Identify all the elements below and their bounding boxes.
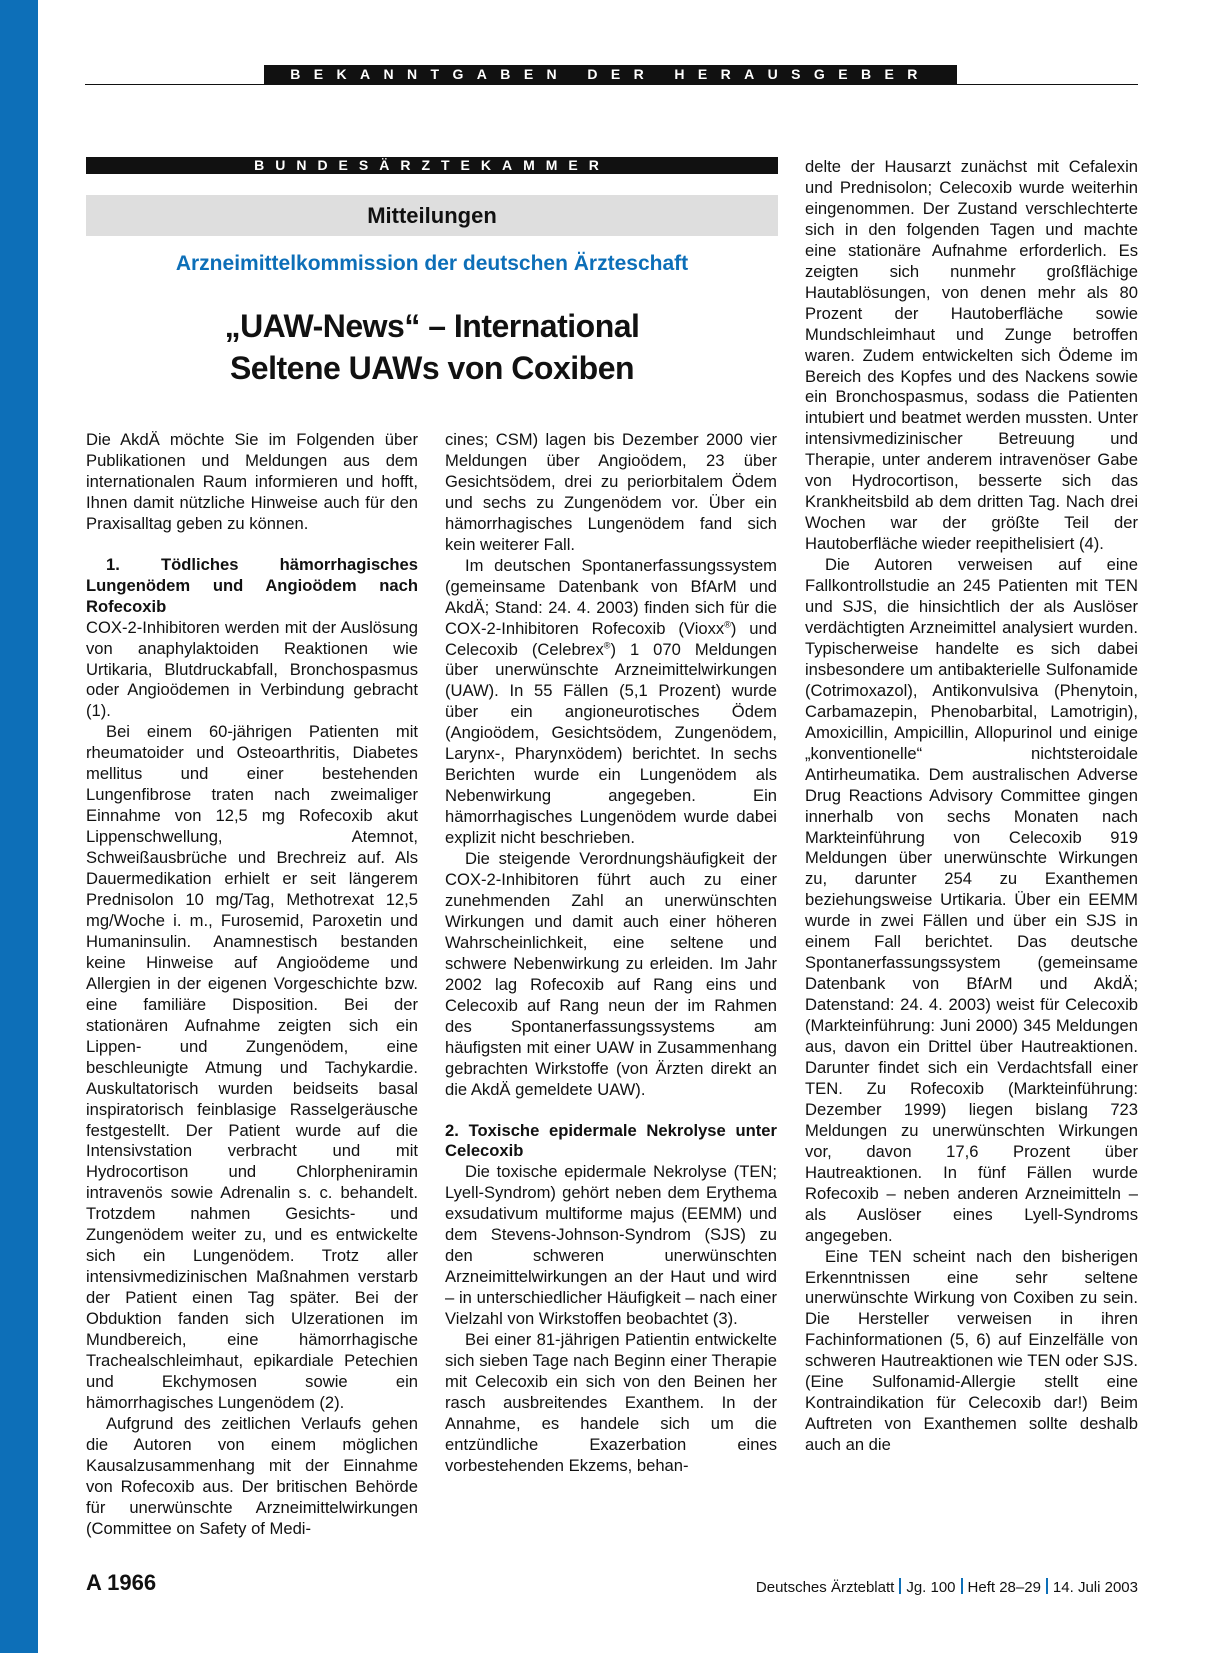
footer-separator: [1046, 1578, 1048, 1594]
volume: Jg. 100: [906, 1579, 956, 1596]
intro-paragraph: Die AkdÄ möchte Sie im Folgenden über Publikationen und Meldungen aus dem internationalen Raum informieren und hofft, Ihnen damit nützliche Hinweise auch für den Praxisalltag geben zu können.: [86, 430, 418, 533]
paragraph: Aufgrund des zeitlichen Verlaufs gehen die Autoren von einem möglichen Kausalzusammenhang mit der Einnahme von Rofecoxib aus. Der britischen Behörde für unerwünschte Arzneimittelwirkungen (Committee on Safety of Medi-: [86, 1413, 418, 1538]
text-run: ) und Celecoxib (Celebrex: [445, 618, 777, 659]
paragraph: Die Autoren verweisen auf eine Fallkontrollstudie an 245 Patienten mit TEN und SJS, die hinsichtlich der als Auslöser verdächtigten Arzneimittel analysiert wurden. Typischerweise handelte es sich dabei insbesondere um antibakterielle Sulfonamide (Cotrimoxazol), Antikonvulsiva (Phenytoin, Carbamazepin, Phenobarbital, Lamotrigin), Amoxicillin, Ampicillin, Allopurinol und einige „konventionelle“ nichtsteroidale Antirheumatika. Dem australischen Adverse Drug Reactions Advisory Committee gingen innerhalb von sechs Monaten nach Markteinführung von Celecoxib 919 Meldungen über unerwünschte Wirkungen zu, darunter 254 zu Exanthemen beziehungsweise Urtikaria. Über ein EEMM wurde in zwei Fällen und über ein SJS in einem Fall berichtet. Das deutsche Spontanerfassungssystem (gemeinsame Datenbank von BfArM und AkdÄ; Datenstand: 24. 4. 2003) weist für Celecoxib (Markteinführung: Juni 2000) 345 Meldungen aus, davon ein Drittel über Hautreaktionen. Darunter findet sich ein Verdachtsfall einer TEN. Zu Rofecoxib (Markteinführung: Dezember 1999) liegen bislang 723 Meldungen zu unerwünschten Wirkungen vor, davon 17,6 Prozent über Hautreaktionen. In fünf Fällen wurde Rofecoxib – neben anderen Arzneimitteln – als Auslöser eines Lyell-Syndroms angegeben.: [805, 555, 1138, 1245]
section-label: Mitteilungen: [86, 195, 778, 236]
registered-mark: ®: [603, 640, 611, 650]
text-run: Im deutschen Spontanerfassungssystem (gemeinsame Datenbank von BfArM und AkdÄ; Stand: 24. 4. 2003) finden sich für die COX-2-Inhibitoren Rofecoxib (Vioxx: [445, 555, 777, 638]
article-title: [86, 305, 778, 389]
paragraph: Eine TEN scheint nach den bisherigen Erkenntnissen eine sehr seltene unerwünschte Wirkung von Coxiben zu sein. Die Hersteller verweisen in ihren Fachinformationen (5, 6) auf Einzelfälle von schweren Hautreaktionen wie TEN oder SJS. (Eine Sulfonamid-Allergie stellt eine Kontraindikation für Celecoxib dar!) Beim Auftreten von Exanthemen sollte deshalb auch an die: [805, 1246, 1138, 1455]
organisation-heading: Arzneimittelkommission der deutschen Ärzteschaft: [175, 252, 689, 275]
header-rule: [85, 84, 1138, 85]
paragraph: COX-2-Inhibitoren werden mit der Auslösung von anaphylaktoiden Reaktionen wie Urtikaria, Blutdruckabfall, Bronchospasmus oder Angioödemen in Verbindung gebracht (1).: [86, 617, 418, 721]
issue-date: 14. Juli 2003: [1052, 1579, 1138, 1596]
journal-name: Deutsches Ärzteblatt: [755, 1579, 895, 1596]
subheading-1: 1. Tödliches hämorrhagisches Lungenödem und Angioödem nach Rofecoxib: [86, 554, 418, 616]
paragraph: Bei einem 60-jährigen Patienten mit rheumatoider und Osteoarthritis, Diabetes mellitus und einer bestehenden Lungenfibrose traten nach zweimaliger Einnahme von 12,5 mg Rofecoxib akut Lippenschwellung, Atemnot, Schweißausbrüche und Brechreiz auf. Als Dauermedikation erhielt er seit längerem Prednisolon 10 mg/Tag, Methotrexat 12,5 mg/Woche i. m., Furosemid, Paroxetin und Humaninsulin. Anamnestisch bestanden keine Hinweise auf Angioödeme und Allergien in der eigenen Vorgeschichte bzw. eine familiäre Disposition. Bei der stationären Aufnahme zeigten sich ein Lippen- und Zungenödem, eine beschleunigte Atmung und Tachykardie. Auskultatorisch wurden beidseits basal inspiratorisch feinblasige Rasselgeräusche festgestellt. Der Patient wurde auf die Intensivstation verbracht und mit Hydrocortison und Chlorpheniramin intravenös sowie Adrenalin s. c. behandelt. Trotzdem nahmen Gesichts- und Zungenödem weiter zu, und es entwickelte sich ein Lungenödem. Trotz aller intensivmedizinischen Maßnahmen verstarb der Patient einen Tag später. Bei der Obduktion fanden sich Ulzerationen im Mundbereich, eine hämorrhagische Trachealschleimhaut, epikardiale Petechien und Ekchymosen sowie ein hämorrhagisches Lungenödem (2).: [86, 722, 418, 1412]
registered-mark: ®: [724, 619, 731, 630]
paragraph: [445, 556, 777, 849]
paragraph: cines; CSM) lagen bis Dezember 2000 vier Meldungen über Angioödem, 23 über Gesichtsödem, drei zu periorbitalem Ödem und sechs zu Zungenödem vor. Über ein hämorrhagisches Lungenödem fand sich kein weiterer Fall.: [445, 430, 777, 554]
text-column-2: [445, 430, 777, 1477]
subheading-2: 2. Toxische epidermale Nekrolyse unter Celecoxib: [445, 1120, 777, 1161]
paragraph: Die steigende Verordnungshäufigkeit der COX-2-Inhibitoren führt auch zu einer zunehmenden Zahl an unerwünschten Wirkungen und damit auch einer höheren Wahrscheinlichkeit, eine seltene und schwere Nebenwirkung zu erleiden. Im Jahr 2002 lag Rofecoxib auf Rang eins und Celecoxib auf Rang neun der im Rahmen des Spontanerfassungssystems am häufigsten mit einer UAW in Zusammenhang gebrachten Wirkstoffe (von Ärzten direkt an die AkdÄ gemeldete UAW).: [445, 849, 777, 1099]
paragraph: Bei einer 81-jährigen Patientin entwickelte sich sieben Tage nach Beginn einer Therapie mit Celecoxib ein sich von den Beinen her rasch ausbreitendes Exanthem. In der Annahme, es handele sich um die entzündliche Exazerbation eines vorbestehenden Ekzems, behan-: [445, 1330, 777, 1475]
section-band: BUNDESÄRZTEKAMMER: [86, 157, 778, 174]
paragraph: delte der Hausarzt zunächst mit Cefalexin und Prednisolon; Celecoxib wurde weiterhin eingenommen. Der Zustand verschlechterte sich in den folgenden Tagen und machte eine stationäre Aufnahme erforderlich. Es zeigten sich nunmehr großflächige Hautablösungen, von denen mehr als 80 Prozent der Hautoberfläche sowie Mundschleimhaut und Zunge betroffen waren. Zudem entwickelten sich Ödeme im Bereich des Kopfes und des Nackens sowie ein Bronchospasmus, sodass die Patienten intubiert und beatmet werden mussten. Unter intensivmedizinischer Betreuung und Therapie, unter anderem intravenöser Gabe von Hydrocortison, besserte sich das Krankheitsbild ab dem dritten Tag. Nach drei Wochen war der größte Teil der Hautoberfläche wieder reepithelisiert (4).: [805, 157, 1138, 554]
text-column-3: [805, 157, 1138, 1456]
title-line-2: Seltene UAWs von Coxiben: [229, 350, 635, 386]
text-column-1: [86, 430, 418, 1540]
page-number: A 1966: [86, 1570, 157, 1595]
title-line-1: „UAW-News“ – International: [224, 308, 640, 344]
footer-separator: [961, 1578, 963, 1594]
running-head: BEKANNTGABEN DER HERAUSGEBER: [264, 65, 957, 84]
issue: Heft 28–29: [967, 1579, 1041, 1596]
paragraph: Die toxische epidermale Nekrolyse (TEN; Lyell-Syndrom) gehört neben dem Erythema exsudativum multiforme majus (EEMM) und dem Stevens-Johnson-Syndrom (SJS) zu den schweren unerwünschten Arzneimittelwirkungen an der Haut und wird – in unterschiedlicher Häufigkeit – nach einer Vielzahl von Wirkstoffen beobachtet (3).: [445, 1162, 777, 1329]
text-run: ) 1 070 Meldungen über unerwünschte Arzneimittelwirkungen (UAW). In 55 Fällen (5,1 Prozent) wurde über ein angioneurotisches Ödem (Angioödem, Gesichtsödem, Zungenödem, Larynx-, Pharynxödem) berichtet. In sechs Berichten wurde ein Lungenödem als Nebenwirkung angegeben. Ein hämorrhagisches Lungenödem wurde dabei explizit nicht beschrieben.: [445, 639, 777, 848]
footer-separator: [899, 1578, 901, 1594]
footer-citation: [756, 1578, 1138, 1596]
blue-sidebar-strip: [0, 0, 38, 1653]
